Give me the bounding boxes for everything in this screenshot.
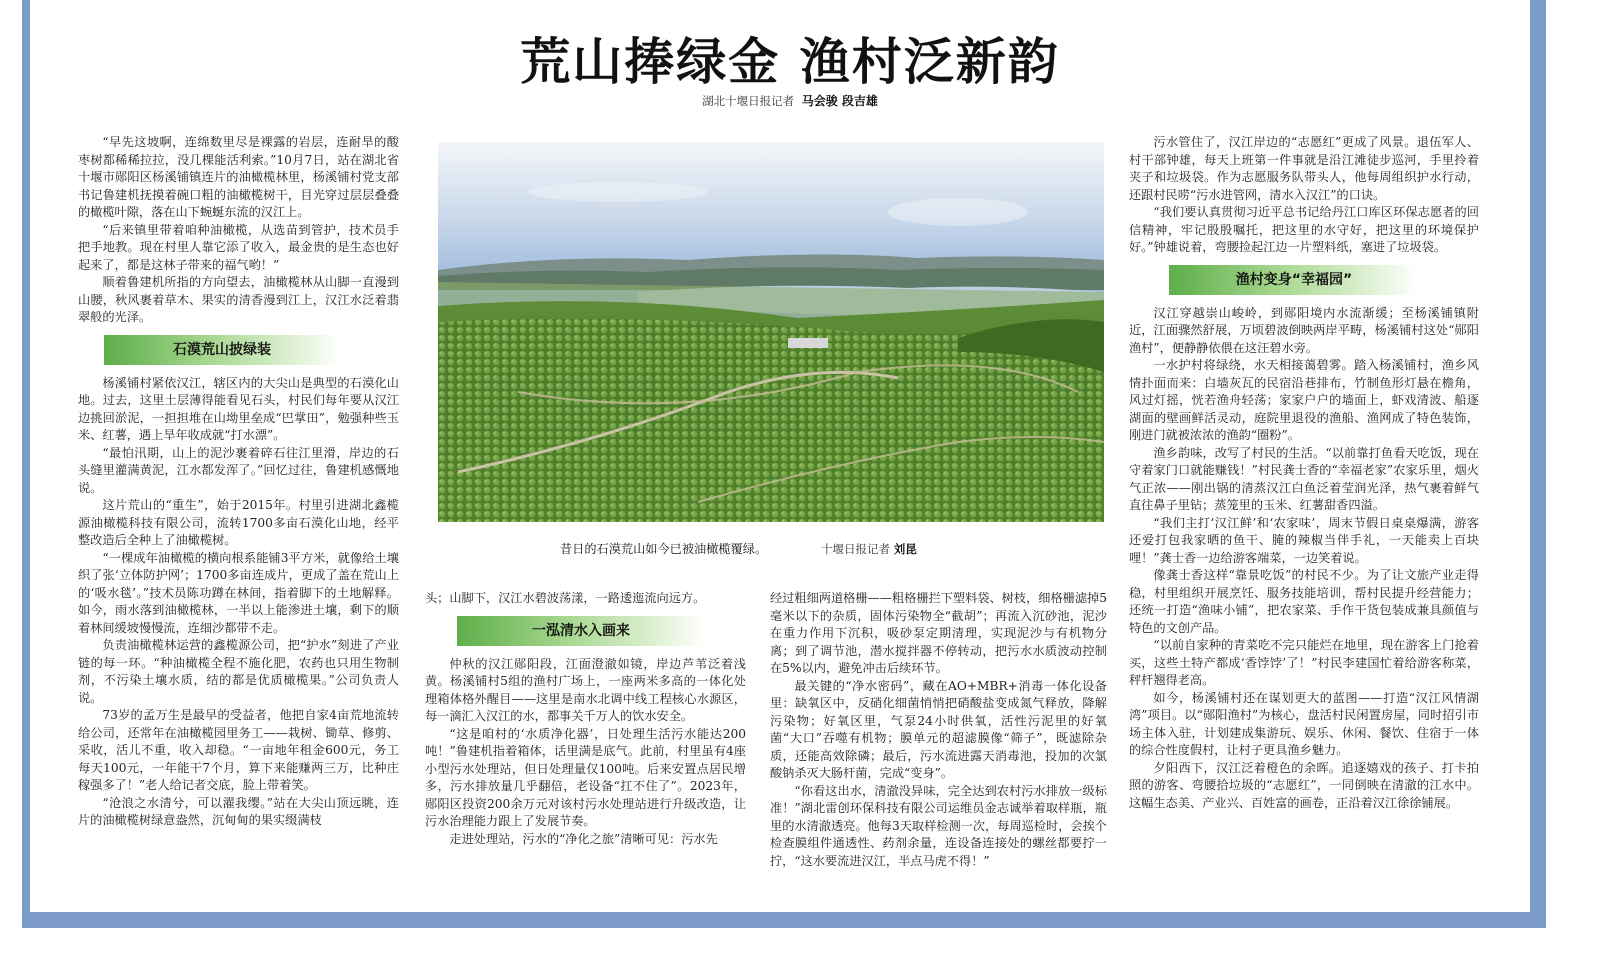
headline: 荒山捧绿金 渔村泛新韵 [520,33,1060,91]
byline [0,92,1580,109]
byline-authors: 马会骏 段吉雄 [801,94,878,108]
paragraph: “我们主打‘汉江鲜’和‘农家味’，周末节假日桌桌爆满，游客还爱打包我家晒的鱼干、腌的辣椒当伴手礼，一天能卖上百块哩！”龚士香一边给游客端菜，一边笑着说。 [1129,515,1479,565]
page-frame-left [22,0,30,928]
paragraph: 污水管住了，汉江岸边的“志愿红”更成了风景。退伍军人、村干部钟雄，每天上班第一件事就是沿江滩徒步巡河，手里拎着夹子和垃圾袋。作为志愿服务队带头人，他每周组织护水行动，还跟村民唠“污水进管网，清水入汉江”的口诀。 [1129,135,1479,202]
photo-caption [560,540,917,557]
paragraph: “你看这出水，清澈没异味，完全达到农村污水排放一级标准！”湖北雷创环保科技有限公司运维员金志诚举着取样瓶，瓶里的水清澈透亮。他每3天取样检测一次，每周巡检时，会挨个检查膜组件通透性、药剂余量，连设备连接处的螺丝都要拧一拧，“这水要流进汉江，半点马虎不得！” [770,783,1107,868]
paragraph: 走进处理站，污水的“净化之旅”清晰可见：污水先 [449,831,718,846]
paragraph: 顺着鲁建机所指的方向望去，油橄榄林从山脚一直漫到山腰，秋风裹着草木、果实的清香漫到江上，汉江水泛着翡翠般的光泽。 [78,275,399,324]
paragraph: “沧浪之水清兮，可以濯我缨。”站在大尖山顶远眺，连片的油橄榄树绿意盎然，沉甸甸的果实缀满枝 [78,795,399,827]
photo-credit [821,542,917,556]
section-heading-clear-water: 一泓清水入画来 [457,616,705,646]
credit-source: 十堰日报记者 [821,542,891,556]
section-heading-barren-hills: 石漠荒山披绿装 [104,335,340,365]
olive-grove-photo [438,142,1104,522]
page-frame-right [1530,0,1546,928]
paragraph: 仲秋的汉江郧阳段，江面澄澈如镜，岸边芦苇泛着浅黄。杨溪铺村5组的渔村广场上，一座两米多高的一体化处理箱体格外醒目——这里是南水北调中线工程核心水源区，每一滴汇入汉江的水，都事关千万人的饮水安全。 [425,656,746,723]
paragraph: “一棵成年油橄榄的横向根系能铺3平方米，就像给土壤织了张‘立体防护网’；1700多亩连成片，更成了盖在荒山上的‘吸水毯’。”技术员陈功蹲在林间，指着脚下的土地解释。如今，雨水落到油橄榄林，一半以上能渗进土壤，剩下的顺着林间缓坡慢慢流，连细沙都带不走。 [78,550,399,635]
paragraph: 73岁的孟万生是最早的受益者，他把自家4亩荒地流转给公司，还常年在油橄榄园里务工——栽树、锄草、修剪、采收，活儿不重，收入却稳。“一亩地年租金600元，务工每天100元，一年能干7个月，算下来能赚两三万，比种庄稼强多了！”老人给记者交底，脸上带着笑。 [78,708,399,792]
paragraph: “早先这坡啊，连绵数里尽是裸露的岩层，连耐旱的酸枣树都稀稀拉拉，没几棵能活利索。”10月7日，站在湖北省十堰市郧阳区杨溪铺镇连片的油橄榄林里，杨溪铺村党支部书记鲁建机抚摸着碗口粗的油橄榄树干，目光穿过层层叠叠的橄榄叶隙，落在山下蜿蜒东流的汉江上。 [78,135,399,219]
paragraph: 像龚士香这样“靠景吃饭”的村民不少。为了让文旅产业走得稳，村里组织开展烹饪、服务技能培训，帮村民提升经营能力；还统一打造“渔味小铺”，把农家菜、手作干货包装成兼具颜值与特色的文创产品。 [1129,568,1479,635]
paragraph: 杨溪铺村紧依汉江，辖区内的大尖山是典型的石漠化山地。过去，这里土层薄得能看见石头，村民们每年要从汉江边挑回淤泥，一担担堆在山坳里垒成“巴掌田”，勉强种些玉米、红薯，遇上旱年收成就“打水漂”。 [78,375,399,442]
paragraph: 头；山脚下，汉江水碧波荡漾，一路逶迤流向远方。 [425,591,706,605]
olive-grove-landscape-image [438,142,1104,522]
byline-source: 湖北十堰日报记者 [702,94,795,108]
paragraph: “以前自家种的青菜吃不完只能烂在地里，现在游客上门抢着买，这些土特产都成‘香饽饽’了！”村民李建国忙着给游客称菜，秤杆翘得老高。 [1129,638,1479,687]
article-column-3 [770,590,1107,870]
article-column-1 [78,134,399,830]
page-frame-bottom [22,912,1546,928]
section-heading-fishing-village: 渔村变身“幸福园” [1169,265,1419,295]
caption-text: 昔日的石漠荒山如今已被油橄榄覆绿。 [560,542,768,556]
paragraph: “最怕汛期，山上的泥沙裹着碎石往江里滑，岸边的石头缝里灌满黄泥，江水都发浑了。”回忆过往，鲁建机感慨地说。 [78,445,399,495]
paragraph: 一水护村将绿绕，水天相接蔼碧雾。踏入杨溪铺村，渔乡风情扑面而来：白墙灰瓦的民宿沿巷排布，竹制鱼形灯悬在檐角，风过灯摇，恍若渔舟轻荡；家家户户的墙面上，虾戏清波、船逐湖面的壁画鲜活灵动，庭院里退役的渔船、渔网成了特色装饰，刚进门就被浓浓的渔韵“圈粉”。 [1129,358,1479,442]
credit-name: 刘昆 [893,542,917,556]
paragraph: 最关键的“净水密码”，藏在AO+MBR+消毒一体化设备里：缺氧区中，反硝化细菌悄悄把硝酸盐变成氮气释放，降解污染物；好氧区里，气泵24小时供氧，活性污泥里的好氧菌“大口”吞噬有机物；膜单元的超滤膜像“筛子”，既滤除杂质，还能高效除磷；最后，污水流进露天消毒池，投加的次氯酸钠杀灭大肠杆菌，完成“变身”。 [770,678,1107,780]
paragraph: 经过粗细两道格栅——粗格栅拦下塑料袋、树枝，细格栅滤掉5毫米以下的杂质，固体污染物全“截胡”；再流入沉砂池，泥沙在重力作用下沉积，吸砂泵定期清理，实现泥沙与有机物分离；到了调节池，潜水搅拌器不停转动，把污水水质波动控制在5%以内，避免冲击后续环节。 [770,591,1107,675]
paragraph: “我们要认真贯彻习近平总书记给丹江口库区环保志愿者的回信精神，牢记殷殷嘱托，把这里的水守好，把这里的环境保护好。”钟雄说着，弯腰捡起江边一片塑料纸，塞进了垃圾袋。 [1129,205,1479,254]
paragraph: 汉江穿越崇山峻岭，到郧阳境内水流渐缓；至杨溪铺镇附近，江面骤然舒展，万顷碧波倒映两岸平畴，杨溪铺村这处“郧阳渔村”，便静静依偎在这汪碧水旁。 [1129,305,1479,355]
article-column-4 [1129,134,1479,812]
article-column-2 [425,590,746,848]
paragraph: “后来镇里带着咱种油橄榄，从选苗到管护，技术员手把手地教。现在村里人靠它添了收入，最金贵的是生态也好起来了，都是这林子带来的福气哟！” [78,222,399,272]
paragraph: 负责油橄榄林运营的鑫榄源公司，把“护水”刻进了产业链的每一环。“种油橄榄全程不施化肥，农药也只用生物制剂，不污染土壤水质，结的都是优质橄榄果。”公司负责人说。 [78,638,399,705]
paragraph: 如今，杨溪铺村还在谋划更大的蓝图——打造“汉江风情湖湾”项目。以“郧阳渔村”为核心，盘活村民闲置房屋，同时招引市场主体入驻，计划建成集游玩、娱乐、休闲、餐饮、住宿于一体的综合性度假村，让村子更具渔乡魅力。 [1129,690,1479,757]
paragraph: 这片荒山的“重生”，始于2015年。村里引进湖北鑫榄源油橄榄科技有限公司，流转1700多亩石漠化山地，经平整改造后全种上了油橄榄树。 [78,498,399,547]
paragraph: 夕阳西下，汉江泛着橙色的余晖。追逐嬉戏的孩子、打卡拍照的游客、弯腰拾垃圾的“志愿红”，一同倒映在清澈的江水中。这幅生态美、产业兴、百姓富的画卷，正沿着汉江徐徐铺展。 [1129,760,1479,810]
paragraph: “这是咱村的‘水质净化器’，日处理生活污水能达200吨！”鲁建机指着箱体，话里满是底气。此前，村里虽有4座小型污水处理站，但日处理量仅100吨。后来安置点居民增多，污水排放量几乎翻倍，老设备“扛不住了”。2023年，郧阳区投资200余万元对该村污水处理站进行升级改造，让污水治理能力跟上了发展节奏。 [425,726,746,828]
paragraph: 渔乡韵味，改写了村民的生活。“以前靠打鱼看天吃饭，现在守着家门口就能赚钱！”村民龚士香的“幸福老家”农家乐里，烟火气正浓——刚出锅的清蒸汉江白鱼泛着莹润光泽，热气裹着鲜气直往鼻子里钻；蒸笼里的玉米、红薯甜香四溢。 [1129,445,1479,512]
